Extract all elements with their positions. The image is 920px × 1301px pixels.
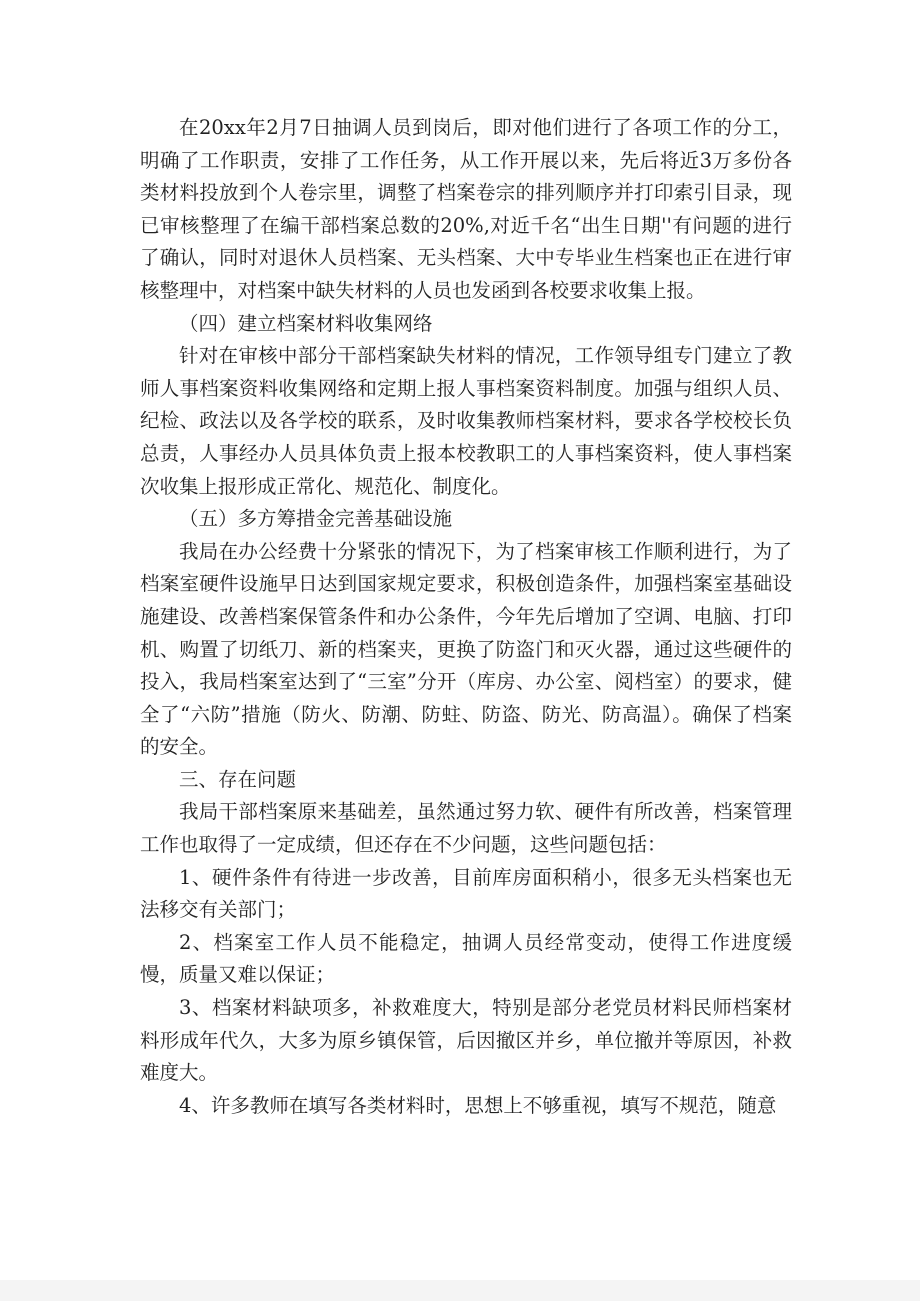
paragraph-collection-network: 针对在审核中部分干部档案缺失材料的情况，工作领导组专门建立了教师人事档案资料收集网络和定期上报人事档案资料制度。加强与组织人员、纪检、政法以及各学校的联系，及时收集教师档案材料，要求各学校校长负总责，人事经办人员具体负责上报本校教职工的人事档案资料，使人事档案次收集上报形成正常化、规范化、制度化。 — [140, 344, 792, 498]
paragraph-problems-intro: 我局干部档案原来基础差，虽然通过努力软、硬件有所改善，档案管理工作也取得了一定成绩，但还存在不少问题，这些问题包括： — [140, 800, 792, 857]
list-item-problem-4: 4、许多教师在填写各类材料时，思想上不够重视，填写不规范，随意 — [179, 1093, 777, 1117]
document-body — [140, 112, 792, 1122]
page-bottom-band — [0, 1280, 920, 1301]
list-item-problem-3: 3、档案材料缺项多，补救难度大，特别是部分老党员材料民师档案材料形成年代久，大多为原乡镇保管，后因撤区并乡，单位撤并等原因，补救难度大。 — [140, 996, 792, 1085]
section-heading-collection-network: （四）建立档案材料收集网络 — [179, 311, 433, 335]
section-heading-infrastructure: （五）多方筹措金完善基础设施 — [179, 507, 453, 531]
paragraph-infrastructure: 我局在办公经费十分紧张的情况下，为了档案审核工作顺利进行，为了档案室硬件设施早日达到国家规定要求，积极创造条件，加强档案室基础设施建设、改善档案保管条件和办公条件，今年先后增加了空调、电脑、打印机、购置了切纸刀、新的档案夹，更换了防盗门和灭火器，通过这些硬件的投入，我局档案室达到了“三室”分开（库房、办公室、阅档室）的要求，健全了“六防”措施（防火、防潮、防蛀、防盗、防光、防高温）。确保了档案的安全。 — [140, 539, 792, 759]
section-heading-problems: 三、存在问题 — [179, 767, 297, 791]
list-item-problem-1: 1、硬件条件有待进一步改善，目前库房面积稍小，很多无头档案也无法移交有关部门； — [140, 865, 792, 922]
paragraph-work-progress: 在20xx年2月7日抽调人员到岗后，即对他们进行了各项工作的分工，明确了工作职责，安排了工作任务，从工作开展以来，先后将近3万多份各类材料投放到个人卷宗里，调整了档案卷宗的排列顺序并打印索引目录，现已审核整理了在编干部档案总数的20%,对近千名“出生日期''有问题的进行了确认，同时对退休人员档案、无头档案、大中专毕业生档案也正在进行审核整理中，对档案中缺失材料的人员也发函到各校要求收集上报。 — [140, 116, 792, 302]
list-item-problem-2: 2、档案室工作人员不能稳定，抽调人员经常变动，使得工作进度缓慢，质量又难以保证； — [140, 930, 792, 987]
